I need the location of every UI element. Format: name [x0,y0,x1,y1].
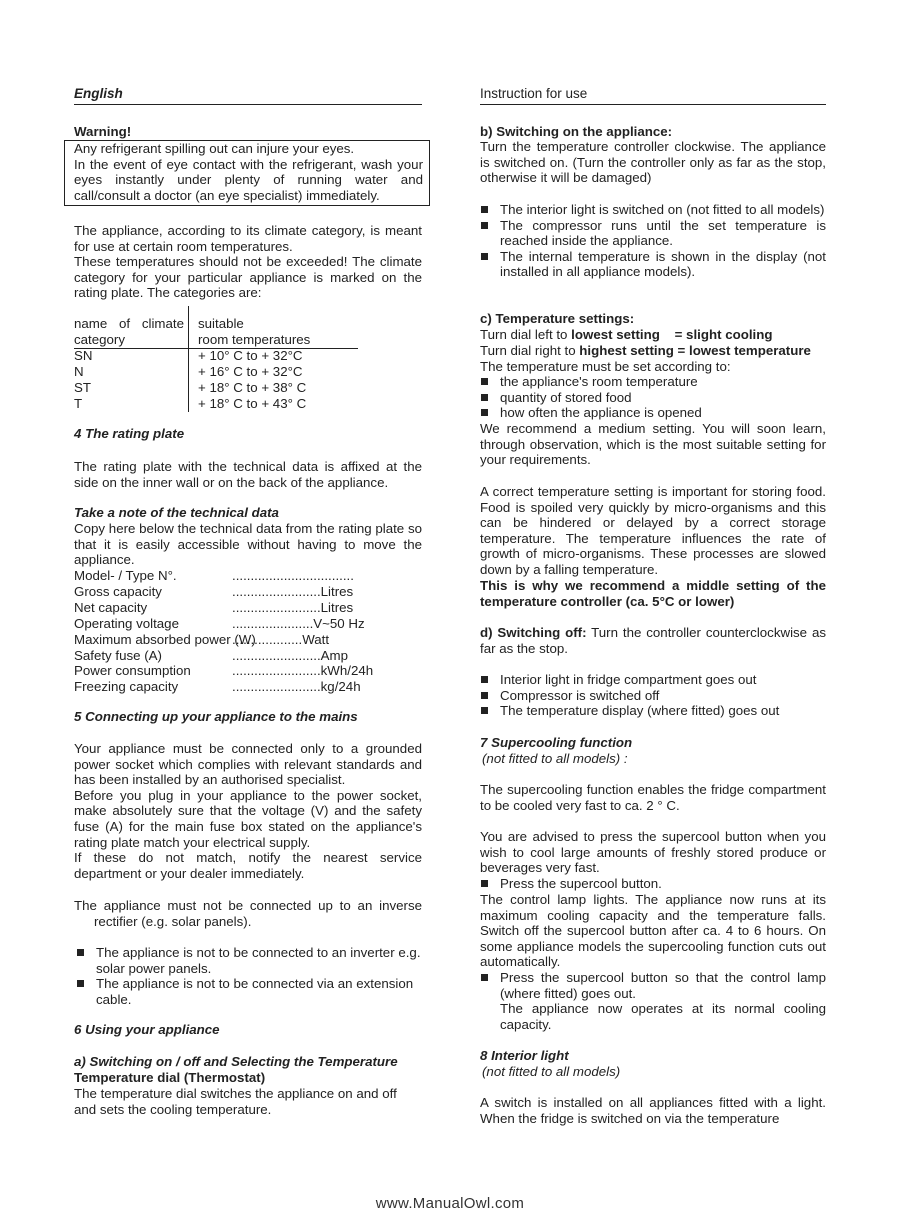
switch-on-heading: b) Switching on the appliance: [480,124,673,139]
header-title: Instruction for use [480,86,588,101]
climate-p1: The appliance, according to its climate category, is meant for use at certain room temperatures. [74,223,422,254]
climate-col1-header-b: category [74,332,125,347]
technical-value: ........................Litres [232,584,354,599]
temp-settings-line-1a: Turn dial left to [480,327,572,342]
switch-off-heading: d) Switching off: [480,625,587,640]
switch-off-bullets [480,672,826,719]
footer-watermark: www.ManualOwl.com [375,1195,525,1212]
list-item: The temperature display (where fitted) goes out [480,703,826,719]
climate-row-name: T [74,396,83,411]
technical-label: Safety fuse (A) [74,648,162,663]
temp-settings-correct: A correct temperature setting is important for storing food. Food is spoiled very quickly by micro-organisms and this can be hindered or delayed by a correct storage temperature. The temperature influences the rate of growth of micro-organisms. These processes are slowed down by a falling temperature. [480,484,826,577]
using-paragraph: The temperature dial switches the appliance on and off and sets the cooling temperature. [74,1086,397,1117]
list-item: The internal temperature is shown in the display (not installed in all appliance models). [480,249,826,280]
list-item: the appliance's room temperature [480,374,826,390]
list-item [480,970,826,1032]
list-item: quantity of stored food [480,390,826,406]
list-item: Press the supercool button. [480,876,826,892]
climate-col2-header-a: suitable [198,316,244,331]
mains-text [74,741,422,881]
mains-p1: Your appliance must be connected only to a grounded power socket which complies with relevant standards and has been installed by an authorised specialist. [74,741,422,788]
technical-label: Operating voltage [74,616,179,631]
temp-settings-bullets [480,374,826,421]
list-item: how often the appliance is opened [480,405,826,421]
supercool-bullet-1 [480,876,826,892]
using-heading: 6 Using your appliance [74,1022,220,1037]
switch-on-paragraph: Turn the temperature controller clockwise. The appliance is switched on. (Turn the controller only as far as the stop, otherwise it will be damaged) [480,139,826,186]
technical-label: Net capacity [74,600,148,615]
climate-row-range: + 10° C to + 32°C [198,348,303,363]
technical-value: ........................Amp [232,648,349,663]
technical-paragraph: Copy here below the technical data from the rating plate so that it is easily accessible without having to move the appliance. [74,521,422,568]
climate-col2-header-b: room temperatures [198,332,311,347]
mains-bullets [76,945,422,1007]
technical-value: ...................Watt [232,632,330,647]
technical-value: ................................. [232,568,354,583]
supercool-heading: 7 Supercooling function [480,735,633,750]
supercool-p3: The control lamp lights. The appliance now runs at its maximum cooling capacity and the temperature falls. Switch off the supercool button after ca. 4 to 6 hours. On some appliance models the supercooling function cuts out automatically. [480,892,826,970]
rating-heading: 4 The rating plate [74,426,185,441]
technical-value: ........................kWh/24h [232,663,374,678]
list-item: Compressor is switched off [480,688,826,704]
climate-row-name: N [74,364,84,379]
climate-row-range: + 18° C to + 38° C [198,380,307,395]
climate-row-name: ST [74,380,91,395]
mains-p2: Before you plug in your appliance to the power socket, make absolutely sure that the voltage (V) and the safety fuse (A) for the main fuse box stated on the appliance's rating plate match your electrical supply. [74,787,422,850]
temp-settings-line-1 [480,327,826,343]
list-item: The interior light is switched on (not fitted to all models) [480,202,826,218]
using-sub2: Temperature dial (Thermostat) [74,1070,266,1085]
supercool-bullet-2 [480,970,826,1032]
switch-off-paragraph [480,625,826,656]
list-item: Interior light in fridge compartment goes out [480,672,826,688]
switch-on-bullets [480,202,826,280]
mains-p4b: rectifier (e.g. solar panels). [94,913,252,929]
technical-value: ........................kg/24h [232,679,361,694]
header-rule-right [480,104,826,105]
list-item: The compressor runs until the set temperature is reached inside the appliance. [480,218,826,249]
warning-line-2: In the event of eye contact with the refrigerant, wash your eyes instantly under plenty of running water and call/consult a doctor (an eye specialist) immediately. [74,156,423,203]
technical-label: Gross capacity [74,584,162,599]
climate-intro [74,223,422,301]
mains-heading: 5 Connecting up your appliance to the mains [74,709,358,724]
interior-subheading: (not fitted to all models) [482,1064,621,1079]
supercool-p2: You are advised to press the supercool button when you wish to cool large amounts of freshly stored produce or beverages very fast. [480,829,826,876]
temp-settings-bold: This is why we recommend a middle setting of the temperature controller (ca. 5°C or lower) [480,578,826,609]
climate-row-name: SN [74,348,93,363]
mains-p3: If these do not match, notify the nearest service department or your dealer immediately. [74,850,422,881]
supercool-subheading: (not fitted to all models) : [482,751,628,766]
supercool-bullet-2-text: Press the supercool button so that the control lamp (where fitted) goes out. [500,970,826,1001]
temp-settings-line-2a: Turn dial right to [480,343,580,358]
technical-value: ........................Litres [232,600,354,615]
header-rule-left [74,104,422,105]
temp-settings-recommend: We recommend a medium setting. You will soon learn, through observation, which is the most suitable setting for your requirements. [480,421,826,468]
temp-settings-line-1b: lowest setting = slight cooling [571,327,773,342]
temp-settings-heading: c) Temperature settings: [480,311,635,326]
climate-row-range: + 18° C to + 43° C [198,396,307,411]
temp-settings-line-2b: highest setting = lowest temperature [579,343,811,358]
technical-label: Freezing capacity [74,679,179,694]
rating-paragraph: The rating plate with the technical data is affixed at the side on the inner wall or on the back of the appliance. [74,459,422,490]
list-item: The appliance is not to be connected to an inverter e.g. solar power panels. [76,945,422,976]
climate-p2: These temperatures should not be exceeded! The climate category for your particular appliance is marked on the rating plate. The categories are: [74,254,422,301]
technical-value: ......................V~50 Hz [232,616,365,631]
technical-label: Power consumption [74,663,191,678]
supercool-bullet-2-cont: The appliance now operates at its normal cooling capacity. [500,1001,826,1032]
technical-label: Maximum absorbed power (W) [74,632,256,647]
warning-title: Warning! [74,124,132,139]
temp-settings-line-2 [480,343,826,359]
list-item: The appliance is not to be connected via an extension cable. [76,976,422,1007]
interior-heading: 8 Interior light [480,1048,569,1063]
climate-col1-header-a: name of climate [74,316,184,331]
technical-label: Model- / Type N°. [74,568,177,583]
climate-row-range: + 16° C to + 32°C [198,364,303,379]
warning-box [64,140,430,206]
warning-line-1: Any refrigerant spilling out can injure your eyes. [74,141,355,156]
using-sub1: a) Switching on / off and Selecting the Temperature [74,1054,398,1069]
technical-heading: Take a note of the technical data [74,505,279,520]
header-language: English [74,86,123,101]
mains-inverse [74,898,422,929]
temp-settings-line-3: The temperature must be set according to: [480,359,731,374]
climate-table-vline [188,306,189,412]
switch-off-text: Turn the controller counterclockwise as far as the stop. [480,625,826,656]
supercool-p1: The supercooling function enables the fridge compartment to be cooled very fast to ca. 2 ° C. [480,782,826,813]
mains-p4a: The appliance must not be connected up to an inverse [74,898,422,913]
interior-paragraph: A switch is installed on all appliances fitted with a light. When the fridge is switched on via the temperature [480,1095,826,1126]
